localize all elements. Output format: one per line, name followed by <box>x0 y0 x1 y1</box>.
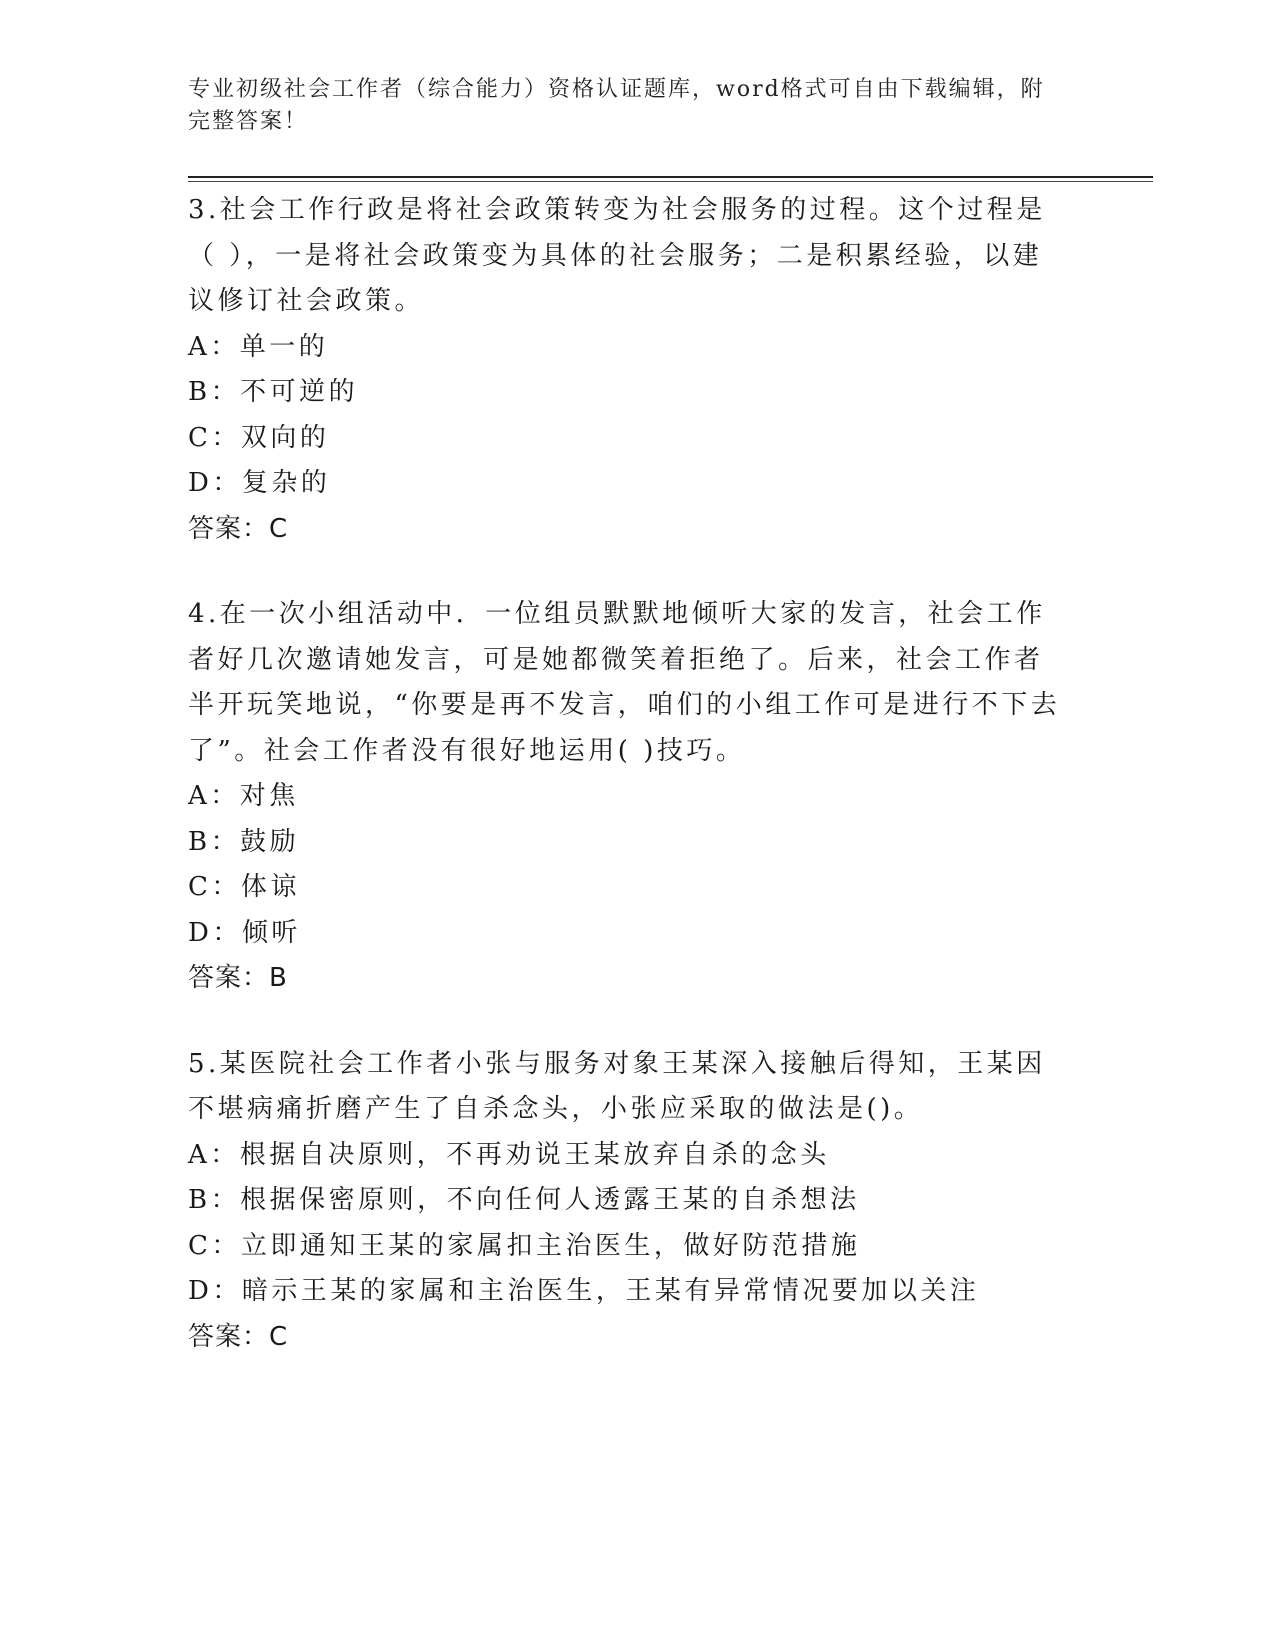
answer-line: 答案：C <box>188 513 289 544</box>
question-text: 5.某医院社会工作者小张与服务对象王某深入接触后得知，王某因不堪病痛折磨产生了自杀念头，小张应采取的做法是()。 <box>188 1048 1046 1124</box>
option-d: D：暗示王某的家属和主治医生，王某有异常情况要加以关注 <box>188 1276 980 1306</box>
option-a: A：单一的 <box>188 331 329 362</box>
option-b: B：不可逆的 <box>188 377 359 407</box>
option-c: C：双向的 <box>188 422 330 453</box>
option-b: B：根据保密原则，不向任何人透露王某的自杀想法 <box>188 1185 860 1215</box>
question-text: 3.社会工作行政是将社会政策转变为社会服务的过程。这个过程是（ ），一是将社会政策变为具体的社会服务；二是积累经验，以建议修订社会政策。 <box>188 195 1046 316</box>
option-a: A：根据自决原则，不再劝说王某放弃自杀的念头 <box>188 1139 830 1170</box>
question-text: 4.在一次小组活动中．一位组员默默地倾听大家的发言，社会工作者好几次邀请她发言，可是她都微笑着拒绝了。后来，社会工作者半开玩笑地说，“你要是再不发言，咱们的小组工作可是进行不下去了”。社会工作者没有很好地运用( )技巧。 <box>188 599 1061 766</box>
document-header: 专业初级社会工作者（综合能力）资格认证题库，word格式可自由下载编辑，附完整答案！ <box>188 77 1045 134</box>
option-d: D：倾听 <box>188 917 301 948</box>
option-d: D：复杂的 <box>188 468 331 498</box>
header-rule-thick <box>188 176 1153 178</box>
question-5 <box>188 1042 1068 1361</box>
header-rule-thin <box>188 181 1153 182</box>
question-3 <box>188 188 1068 552</box>
option-c: C：立即通知王某的家属扣主治医生，做好防范措施 <box>188 1230 861 1261</box>
option-c: C：体谅 <box>188 872 300 902</box>
option-a: A：对焦 <box>188 781 299 811</box>
answer-line: 答案：B <box>188 963 288 993</box>
option-b: B：鼓励 <box>188 826 300 857</box>
question-4 <box>188 592 1068 1002</box>
answer-line: 答案：C <box>188 1321 289 1352</box>
question-list <box>188 188 1068 1400</box>
